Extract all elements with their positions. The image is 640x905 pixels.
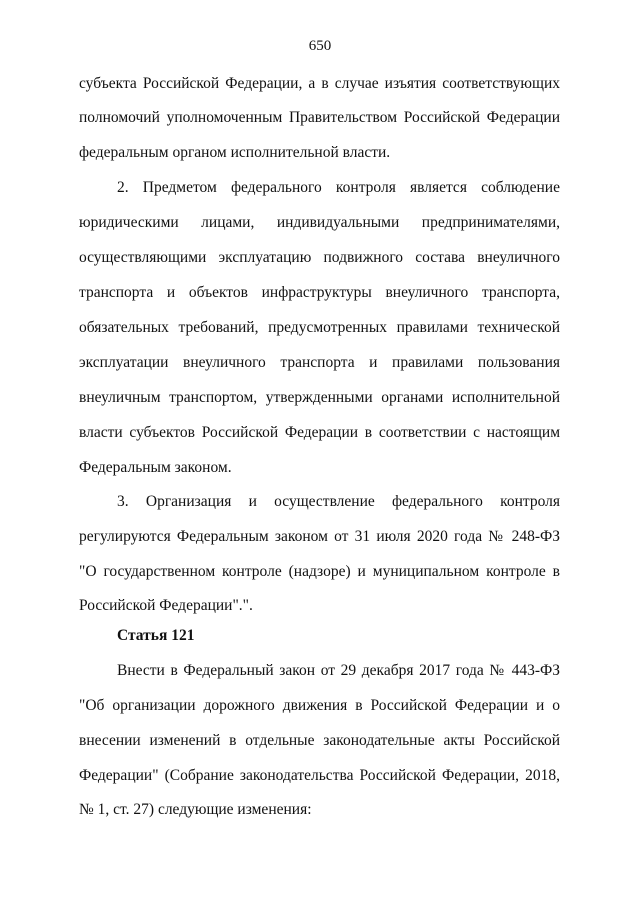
paragraph-line: № 1, ст. 27) следующие изменения: [79, 801, 312, 818]
paragraph-line: "Об организации дорожного движения в Российской Федерации и о [79, 697, 560, 714]
paragraph-line: транспорта и объектов инфраструктуры внеуличного транспорта, [79, 284, 560, 301]
article-heading: Статья 121 [117, 627, 195, 644]
paragraph-line: 3. Организация и осуществление федерального контроля [117, 493, 560, 510]
paragraph-line: эксплуатации внеуличного транспорта и правилами пользования [79, 354, 560, 371]
paragraph-line: внеуличным транспортом, утвержденными органами исполнительной [79, 389, 560, 406]
paragraph-line: регулируются Федеральным законом от 31 июля 2020 года № 248-ФЗ [79, 528, 560, 545]
paragraph-line: осуществляющими эксплуатацию подвижного состава внеуличного [79, 249, 560, 266]
paragraph-line: юридическими лицами, индивидуальными предпринимателями, [79, 214, 560, 231]
paragraph-line: обязательных требований, предусмотренных правилами технической [79, 319, 560, 336]
paragraph-line: Российской Федерации".". [79, 597, 253, 614]
paragraph-line: "О государственном контроле (надзоре) и муниципальном контроле в [79, 563, 560, 580]
paragraph-line: полномочий уполномоченным Правительством Российской Федерации [79, 109, 560, 126]
page-number: 650 [308, 38, 332, 54]
paragraph-line: внесении изменений в отдельные законодательные акты Российской [79, 732, 560, 749]
paragraph-line: Внести в Федеральный закон от 29 декабря 2017 года № 443-ФЗ [117, 662, 560, 679]
paragraph-line: Федеральным законом. [79, 459, 232, 476]
paragraph-line: власти субъектов Российской Федерации в соответствии с настоящим [79, 424, 560, 441]
paragraph-line: 2. Предметом федерального контроля является соблюдение [117, 179, 560, 196]
paragraph-line: федеральным органом исполнительной власти. [79, 144, 391, 161]
paragraph-line: субъекта Российской Федерации, а в случае изъятия соответствующих [79, 75, 560, 92]
paragraph-line: Федерации" (Собрание законодательства Российской Федерации, 2018, [79, 767, 560, 784]
